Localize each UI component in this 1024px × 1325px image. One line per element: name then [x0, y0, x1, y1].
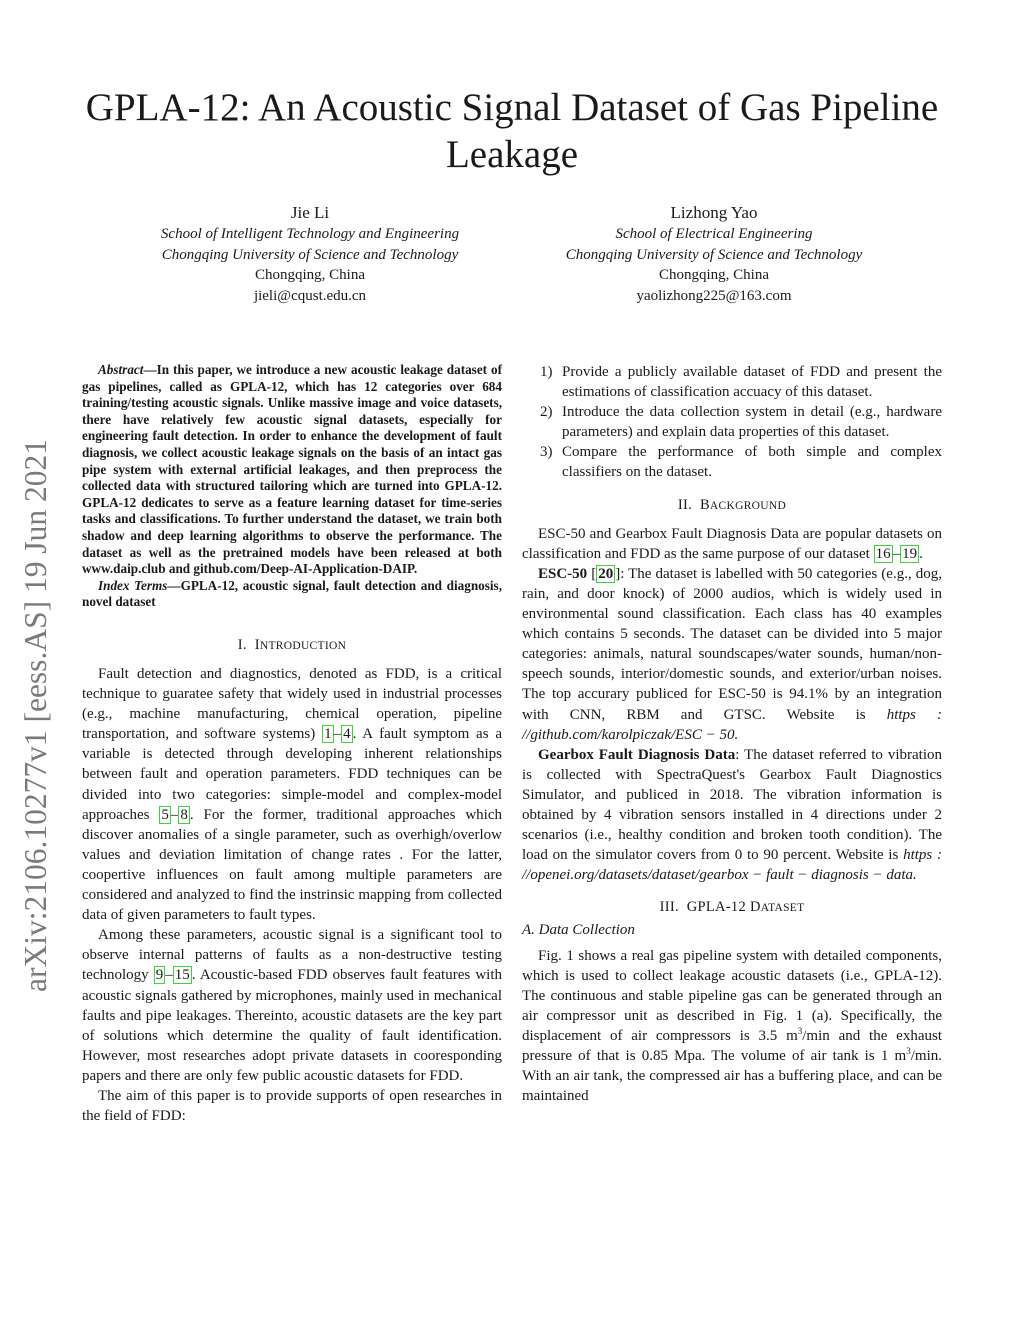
- author-city: Chongqing, China: [254, 267, 365, 283]
- section-heading-introduction: I. INTRODUCTION: [237, 636, 347, 653]
- citation-link[interactable]: 5: [161, 806, 169, 823]
- author-department: School of Intelligent Technology and Engineering: [160, 226, 460, 242]
- gearbox-paragraph: Gearbox Fault Diagnosis Data: The dataset referred to vibration is collected with SpectraQuest's Gearbox Fault Diagnostics Simulator, and publiced in 2018. The vibration information is obtained by 4 vibration sensors installed in 4 directions under 2 scenarios (i.e., healthy condition and broken tooth condition). The load on the simulator covers from 0 to 90 percent. Website is https : //openei.org/datasets/dataset/gearbox − fault − diagnosis − data.: [522, 746, 942, 884]
- author-department: School of Electrical Engineering: [615, 226, 813, 242]
- section-heading-background: II. BACKGROUND: [677, 496, 787, 513]
- left-column: [82, 362, 502, 1126]
- section-heading-dataset: III. GPLA-12 DATASET: [659, 899, 805, 916]
- author-city: Chongqing, China: [658, 267, 769, 283]
- author-block-1: [110, 202, 510, 306]
- subsection-heading-data-collection: A. Data Collection: [522, 922, 635, 939]
- index-terms-text: GPLA-12, acoustic signal, fault detection and diagnosis, novel dataset: [82, 577, 502, 610]
- intro-paragraph-3: The aim of this paper is to provide supports of open researches in the field of FDD:: [82, 1087, 502, 1125]
- author-name: Jie Li: [290, 203, 330, 222]
- citation-link[interactable]: 19: [902, 545, 918, 562]
- esc50-label: ESC-50: [538, 565, 588, 582]
- abstract: Abstract—In this paper, we introduce a new acoustic leakage dataset of gas pipelines, called as GPLA-12, which has 12 categories over 684 training/testing acoustic signals. Unlike massive image and voice datasets, there have relatively few acoustic signal datasets, especially for engineering fault detection. In order to enhance the development of fault diagnosis, we collect acoustic leakage signals on the basis of an intact gas pipe system with external artificial leakages, and then preprocess the collected data with structured tailoring which are turned into GPLA-12. GPLA-12 dedicates to serve as a feature learning dataset for time-series tasks and classifications. To further understand the dataset, we train both shadow and deep learning algorithms to observe the performance. The dataset as well as the pretrained models have been released at both www.daip.club and github.com/Deep-AI-Application-DAIP.: [82, 362, 502, 577]
- citation-link[interactable]: 4: [343, 726, 351, 743]
- author-university: Chongqing University of Science and Technology: [565, 246, 863, 263]
- index-terms: Index Terms—GPLA-12, acoustic signal, fault detection and diagnosis, novel dataset: [82, 577, 502, 610]
- esc50-url: https : //github.com/karolpiczak/ESC − 50.: [522, 706, 942, 743]
- gearbox-label: Gearbox Fault Diagnosis Data: [538, 746, 736, 763]
- author-university: Chongqing University of Science and Technology: [161, 246, 459, 263]
- index-terms-label: Index Terms: [98, 577, 168, 593]
- author-email: jieli@cqust.edu.cn: [253, 287, 367, 304]
- list-item: 2) Introduce the data collection system in detail (e.g., hardware parameters) and explain data properties of this dataset.: [540, 404, 942, 441]
- esc50-paragraph: ESC-50 [ 20 ]: The dataset is labelled with 50 categories (e.g., dog, rain, and door knock) of 2000 audios, which is widely used in environmental sound classification. Each class has 40 examples which contains 5 seconds. The dataset can be divided into 5 major categories: animals, natural soundscapes/water sounds, human/non-speech sounds, interior/domestic sounds, and exterior/urban noises. The top accurary publiced for ESC-50 is 94.1% by an integration with CNN, RBM and GTSC. Website is https : //github.com/karolpiczak/ESC − 50.: [522, 565, 942, 743]
- abstract-text: In this paper, we introduce a new acoustic leakage dataset of gas pipelines, called as GPLA-12, which has 12 categories over 684 training/testing acoustic signals. Unlike massive image and voice datasets, there have relatively few acoustic signal datasets, especially for engineering fault detection. In order to enhance the development of fault diagnosis, we collect acoustic leakage signals on the basis of an intact gas pipe system with external artificial leakages, and then preprocess the collected data with structured tailoring which are turned into GPLA-12. GPLA-12 dedicates to serve as a feature learning dataset for time-series tasks and classifications. To further understand the dataset, we train both shadow and deep learning algorithms to observe the performance. The dataset as well as the pretrained models have been released at both www.daip.club and github.com/Deep-AI-Application-DAIP.: [82, 362, 502, 577]
- citation-link[interactable]: 8: [180, 806, 188, 823]
- gearbox-url: https : //openei.org/datasets/dataset/gearbox − fault − diagnosis − data.: [522, 847, 942, 884]
- background-paragraph-1: ESC-50 and Gearbox Fault Diagnosis Data are popular datasets on classification and FDD as the same purpose of our dataset 16 – 19 .: [522, 525, 942, 562]
- citation-link[interactable]: 16: [875, 545, 891, 562]
- list-item: 3) Compare the performance of both simple and complex classifiers on the dataset.: [540, 444, 942, 481]
- arxiv-stamp: arXiv:2106.10277v1 [eess.AS] 19 Jun 2021: [18, 439, 53, 992]
- citation-link[interactable]: 1: [324, 726, 332, 743]
- right-column: [522, 362, 942, 1106]
- citation-link[interactable]: 15: [174, 967, 190, 984]
- list-item: 1) Provide a publicly available dataset of FDD and present the estimations of classification accuacy of this dataset.: [540, 364, 942, 401]
- contribution-list: [522, 362, 942, 483]
- citation-link[interactable]: 9: [155, 967, 164, 984]
- author-email: yaolizhong225@163.com: [636, 287, 792, 304]
- citation-link[interactable]: 20: [598, 565, 614, 582]
- abstract-label: Abstract: [98, 362, 144, 377]
- collection-paragraph-1: Fig. 1 shows a real gas pipeline system with detailed components, which is used to collect leakage acoustic datasets (i.e., GPLA-12). The continuous and stable pipeline gas can be generated through an air compressor unit as described in Fig. 1 (a). Specifically, the displacement of air compressors is 3.5 $m^3/\min$ and the exhaust pressure of that is 0.85 Mpa. The volume of air tank is 1 $m^3/\min$. With an air tank, the compressed air has a buffering place, and can be maintained: [522, 947, 942, 1105]
- intro-paragraph-2: Among these parameters, acoustic signal is a significant tool to observe internal patterns of faults as a non-destructive testing technology 9 – 15 . Acoustic-based FDD observes fault features with acoustic signals gathered by microphones, mainly used in mechanical faults and pipe leakages. Thereinto, acoustic datasets are the key part of solutions which determine the quality of fault identification. However, most researches adopt private datasets in cooresponding papers and there are only few public acoustic datasets for FDD.: [82, 927, 502, 1084]
- author-block-2: [514, 202, 914, 306]
- author-name: Lizhong Yao: [670, 203, 758, 222]
- intro-paragraph-1: Fault detection and diagnostics, denoted as FDD, is a critical technique to guaratee safety that widely used in industrial processes (e.g., machine manufacturing, chemical operation, pipeline transportation, and software systems) 1 – 4 . A fault symptom as a variable is detected through developing inherent relationships between fault and operation parameters. FDD techniques can be divided into two categories: simple-model and complex-model approaches 5 – 8 . For the former, traditional approaches which discover anomalies of a single parameter, such as overhigh/overlow values and deviation limitation of change rates . For the latter, coopertive influences on fault among multiple parameters are considered and analyzed to find the instrinsic mapping from collected data of given parameters to fault types.: [82, 666, 502, 924]
- paper-title: GPLA-12: An Acoustic Signal Dataset of Gas Pipeline Leakage: [85, 86, 939, 176]
